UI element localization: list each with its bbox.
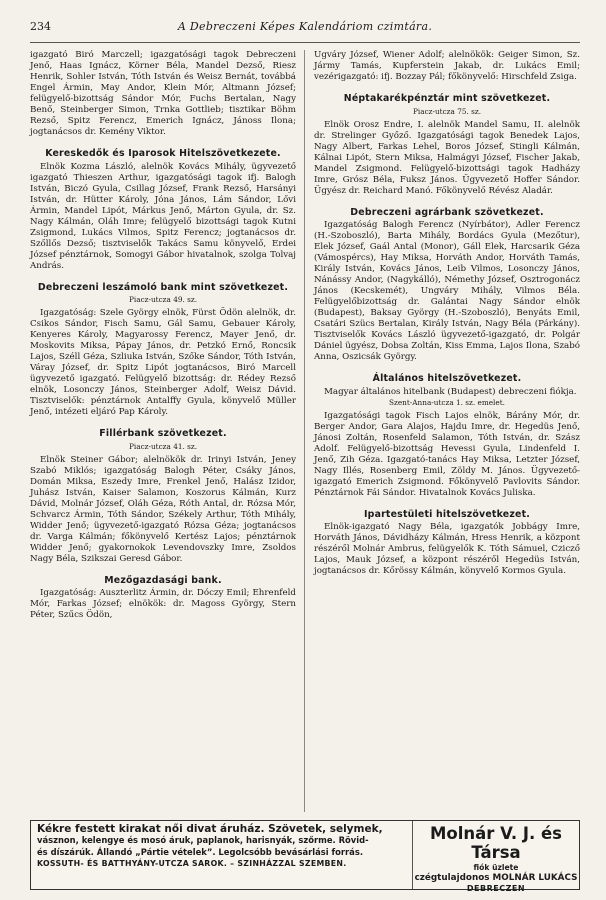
section-text: Elnök Kozma László, alelnök Kovács Mihály, ügyvezető igazgató Thieszen Arthur, igazgatósági tagok ifj. Balogh István, Biczó Gyula, Csillag József, Frank Rezső, Harsányi István, dr. Hütter Károly, Jóna János, Lám Sándor, Lővi Ármin, Mandel Lipót, Márkus Jenő, Márton Gyula, dr. Sz. Nagy Kálmán, Oláh Imre; felügyelő bizottsági tagok Kutni Zsigmond, Lukács Vilmos, Spitz Ferencz; jogtanácsos dr. Szőllős Dezső; tisztviselők Takács Samu könyvelő, Erdei József pénztárnok, Somogyi Gábor hivatalnok, szolga Tolvaj András. [30,161,296,271]
section-title: Kereskedők és Iparosok Hitelszövetkezete. [45,148,281,159]
page-header [30,18,580,43]
left-column [30,50,305,812]
ad-brand-block [413,821,579,893]
continued-paragraph: Ugváry József, Wiener Adolf; alelnökök: Geiger Simon, Sz. Jármy Tamás, Kupferstein Jakab, dr. Lukács Emil; vezérigazgató: ifj. Bozzay Pál; főkönyvelő: Hirschfeld Zsiga. [314,50,580,82]
section-title: Általános hitelszövetkezet. [372,373,522,384]
section-title: Debreczeni leszámoló bank mint szövetkezet. [37,281,289,293]
section-text: Igazgatósági tagok Fisch Lajos elnök, Bárány Mór, dr. Berger Andor, Gara Alajos, Hajdu Imre, dr. Hegedüs Jenő, Jánosi Zoltán, Rosenfeld Salamon, Tóth István, dr. Szász Adolf. Felügyelő-bizottság Hevessi Gyula, Lindenfeld I. Jenő, Zih Géza. Igazgató-tanács Hay Miksa, Letzter József, Nagy Illés, Rosenberg Emil, Zöldy M. János. Ügyvezető-igazgató Emerich Zsigmond. Főkönyvelő Pavlovits Sándor. Pénztárnok Fái Sándor. Hivatalnok Kovács Juliska. [314,410,580,498]
section-text: Magyar általános hitelbank (Budapest) debreczeni fiókja. [324,386,577,397]
place-name: DEBRECZEN [466,884,526,893]
running-title: A Debreczeni Képes Kalendáriom czimtára. [177,20,433,33]
section-text: Igazgatóság: Szele György elnök, Fürst Ödön alelnök, dr. Csikos Sándor, Fisch Samu, Gál Samu, Gebauer Károly, Kenyeres Károly, Magyarossy Ferencz, Mayer Jenő, dr. Moskovits Miksa, Pápay János, dr. Petzkó Ernő, Roncsik Lajos, Széll Géza, Szliuka István, Szőke Sándor, Tóth István, Váray József, dr. Spitz Lipót jogtanácsos, Biró Marcell ügyvezető igazgató. Felügyelő bizottság: dr. Rédey Rezső elnök, Losonczy János, Steinberger Adolf, Weisz Dávid. Tisztviselők: pénztárnok Antalffy Gyula, könyvelő Müller Jenő, intézeti eljáró Pap Károly. [30,308,296,417]
ad-line: Kékre festett kirakat női divat áruház. Szövetek, selymek, [37,823,383,835]
section-address: Szent-Anna-utcza 1. sz. emelet. [389,397,505,407]
section-text: Elnök-igazgató Nagy Béla, igazgatók Jobbágy Imre, Horváth János, Dávidházy Kálmán, Hress Henrik, a központ részéről Molnár Ambrus, felügyelők K. Tóth Sámuel, Czicző Lajos, Mauk József, a központ részéről Hegedüs István, jogtanácsos dr. Kőrössy Kálmán, könyvelő Kormos Gyula. [314,522,580,576]
ad-line: vásznon, kelengye és mosó áruk, paplanok, harisnyák, szőrme. Rövid- [37,835,369,846]
section-text: Elnök Orosz Endre, I. alelnök Mandel Samu, II. alelnök dr. Strelinger Győző. Igazgatósági tagok Benedek Lajos, Nagy Albert, Farkas Lehel, Boros József, Stingli Kálmán, Kálnai Lipót, Stern Miksa, Halmágyi József, Fischer Jakab, Mandel Zsigmond. Felügyelő-bizottsági tagok Hadházy Imre, Grósz Béla, Fuksz János. Ügyvezető Hoffer Sándor. Ügyész dr. Reichard Manó. Főkönyvelő Révész Aladár. [314,119,580,196]
section-text: Igazgatóság Balogh Ferencz (Nyírbátor), Adler Ferencz (H.-Szoboszló), Barta Mihály, Bordács Gyula (Mezőtur), Elek József, Gaál Antal (Monor), Gáll Elek, Harcsarik Géza (Vámospércs), Hay Miksa, Horváth Andor, Horváth Tamás, Király István, Kovács János, Leib Vilmos, Losonczy János, Nánássy Andor, (Nagykálló), Némethy József, Osztrogonácz János (Kecskemét), Ungváry Mihály, Vilmos Béla. Felügyelőbizottság dr. Galántai Nagy Sándor elnök (Budapest), Baksay György (H.-Szoboszló), Benyáts Emil, Csatári Szücs Bertalan, Király István, Nagy Béla (Párkány). Tisztviselők Kovács László ügyvezető-igazgató, dr. Polgár Dániel ügyész, Dobsa Zoltán, Kiss Emma, Lajos Ilona, Szabó Anna, Oszicsák György. [314,220,580,362]
ad-line: és díszárúk. Állandó „Pártie vételek”. Legolcsóbb bevásárlási forrás. [37,846,363,857]
section-title: Fillérbank szövetkezet. [99,428,227,439]
shop-advertisement [30,820,580,893]
continued-paragraph: igazgató Biró Marczell; igazgatósági tagok Debreczeni Jenő, Haas Ignácz, Körner Béla, Mandel Dezső, Riesz Henrik, Sohler István, Tóth István és Weisz Bernát, továbbá Engel Ármin, May Andor, Klein Mór, Altmann József; felügyelő-bizottság Sándor Mór, Fuchs Bertalan, Nagy Benő, Steinberger Simon, Trnka Gottlieb; tisztikar Böhm Rezső, Spitz Ferencz, Emerich Ignácz, Jánoss Ilona; jogtanácsos dr. Kemény Viktor. [30,50,296,137]
section-address: Piacz-utcza 49. sz. [128,295,198,304]
section-text: Elnök Steiner Gábor; alelnökök dr. Irinyi István, Jeney Szabó Miklós; igazgatóság Balogh Péter, Csáky János, Domán Miksa, Eszedy Imre, Frenkel Jenő, Halász Izidor, Juhász István, Kaiser Salamon, Koszorus Kálmán, Kurz Dávid, Molnár József, Oláh Géza, Róth Antal, dr. Rózsa Mór, Schvarcz Ármin, Tóth Sándor, Székely Arthur, Tóth Mihály, Widder Jenő; ügyvezető-igazgató Rózsa Géza; jogtanácsos dr. Varga Kálmán; főkönyvelő Kertész Lajos; pénztárnok Widder Jenő; gyakornokok Levendovszky Imre, Zsoldos Nagy Béla, Szikszai Geresd Gábor. [30,454,296,564]
section-title: Debreczeni agrárbank szövetkezet. [350,206,544,218]
two-column-body [30,50,580,812]
page-number: 234 [30,20,51,33]
section-title: Mezőgazdasági bank. [104,574,222,586]
section-title: Néptakarékpénztár mint szövetkezet. [343,93,551,104]
right-column [305,50,580,812]
section-text: Igazgatóság: Auszterlitz Ármin, dr. Dóczy Emil; Ehrenfeld Mór, Farkas József; elnökök: dr. Magoss György, Stern Péter, Szűcs Ödön, [30,588,296,620]
section-address: Piacz-utcza 75. sz. [412,106,482,116]
ad-address: KOSSUTH- ÉS BATTHYÁNY-UTCZA SAROK. – SZINHÁZZAL SZEMBEN. [37,859,347,869]
section-address: Piacz-utcza 41. sz. [128,441,198,451]
firm-owner: czégtulajdonos MOLNÁR LUKÁCS [414,873,578,883]
ad-text-block [31,821,413,889]
brand-name: Molnár V. J. és Társa [430,824,562,862]
branch-label: fiók üzlete [473,863,519,872]
section-title: Ipartestületi hitelszövetkezet. [363,508,531,520]
